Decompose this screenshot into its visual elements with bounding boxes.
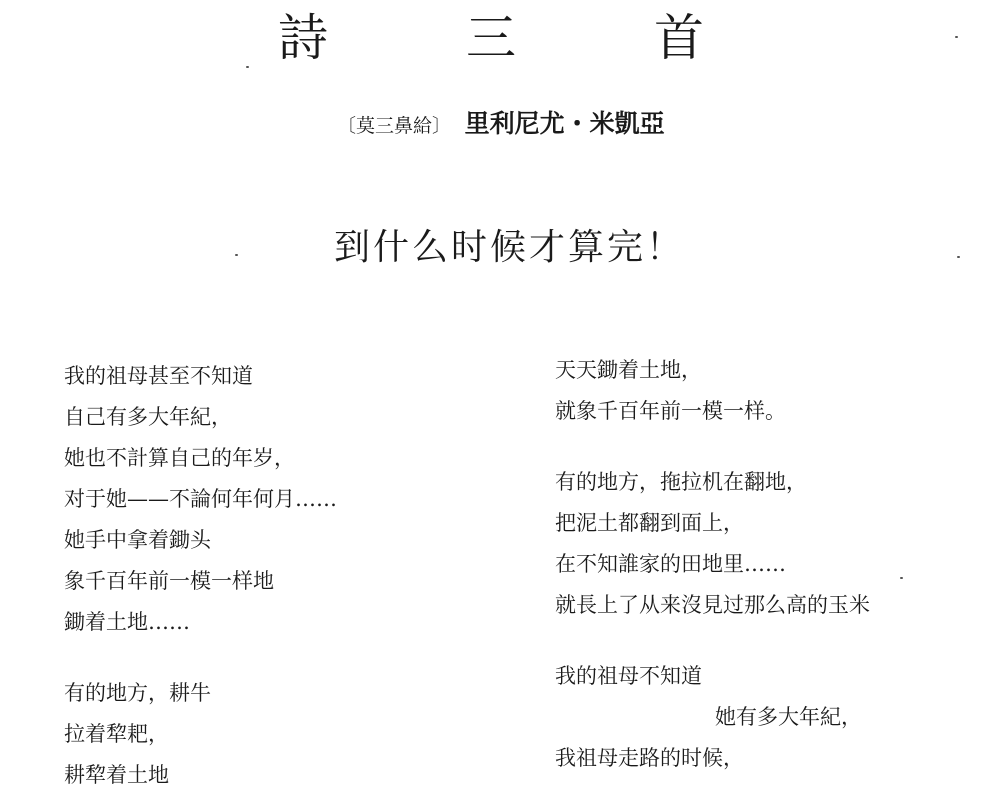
- stanza-gap: [64, 643, 337, 673]
- print-speck: [957, 256, 960, 258]
- poem-line: 我祖母走路的时候，: [555, 746, 744, 770]
- poem-line: 在不知誰家的田地里……: [555, 552, 786, 576]
- stanza: [555, 350, 870, 432]
- poem-line: 我的祖母甚至不知道: [64, 364, 253, 388]
- stanza: [64, 356, 337, 643]
- poem-line: 天天鋤着土地，: [555, 358, 702, 382]
- print-speck: [235, 254, 238, 256]
- page-title: 詩 三 首: [278, 9, 748, 67]
- stanza-gap: [555, 432, 870, 462]
- poem-line: 就長上了从来沒見过那么高的玉米: [555, 593, 870, 617]
- poem-line: 象千百年前一模一样地: [64, 569, 274, 593]
- poem-line: 我的祖母不知道: [555, 664, 702, 688]
- author-line: [337, 107, 665, 143]
- poem-line: 有的地方，拖拉机在翻地，: [555, 470, 807, 494]
- author-name: 里利尼尤・米凱亞: [464, 109, 665, 138]
- print-speck: [900, 577, 903, 579]
- poem-line: 有的地方，耕牛: [64, 681, 211, 705]
- poem-line: 鋤着土地……: [64, 610, 190, 634]
- poem-line: 就象千百年前一模一样。: [555, 399, 786, 423]
- poem-column-left: [64, 356, 337, 796]
- stanza-gap: [555, 626, 870, 656]
- translator-note: 〔莫三鼻給〕: [337, 115, 452, 137]
- stanza: [64, 673, 337, 796]
- poem-line: 她手中拿着鋤头: [64, 528, 211, 552]
- stanza: [555, 656, 870, 779]
- poem-line: 拉着犂耙，: [64, 722, 169, 746]
- stanza: [555, 462, 870, 626]
- print-speck: [246, 66, 249, 68]
- poem-column-right: [555, 350, 870, 779]
- poem-title: 到什么时候才算完！: [334, 227, 686, 268]
- poem-line: 自己有多大年紀，: [64, 405, 232, 429]
- print-speck: [955, 36, 958, 38]
- poem-line: 把泥土都翻到面上，: [555, 511, 744, 535]
- poem-line: 耕犂着土地: [64, 763, 169, 787]
- poem-line: 对于她——不論何年何月……: [64, 487, 337, 511]
- poem-line: 她有多大年紀，: [715, 705, 862, 729]
- poem-line: 她也不計算自己的年岁，: [64, 446, 295, 470]
